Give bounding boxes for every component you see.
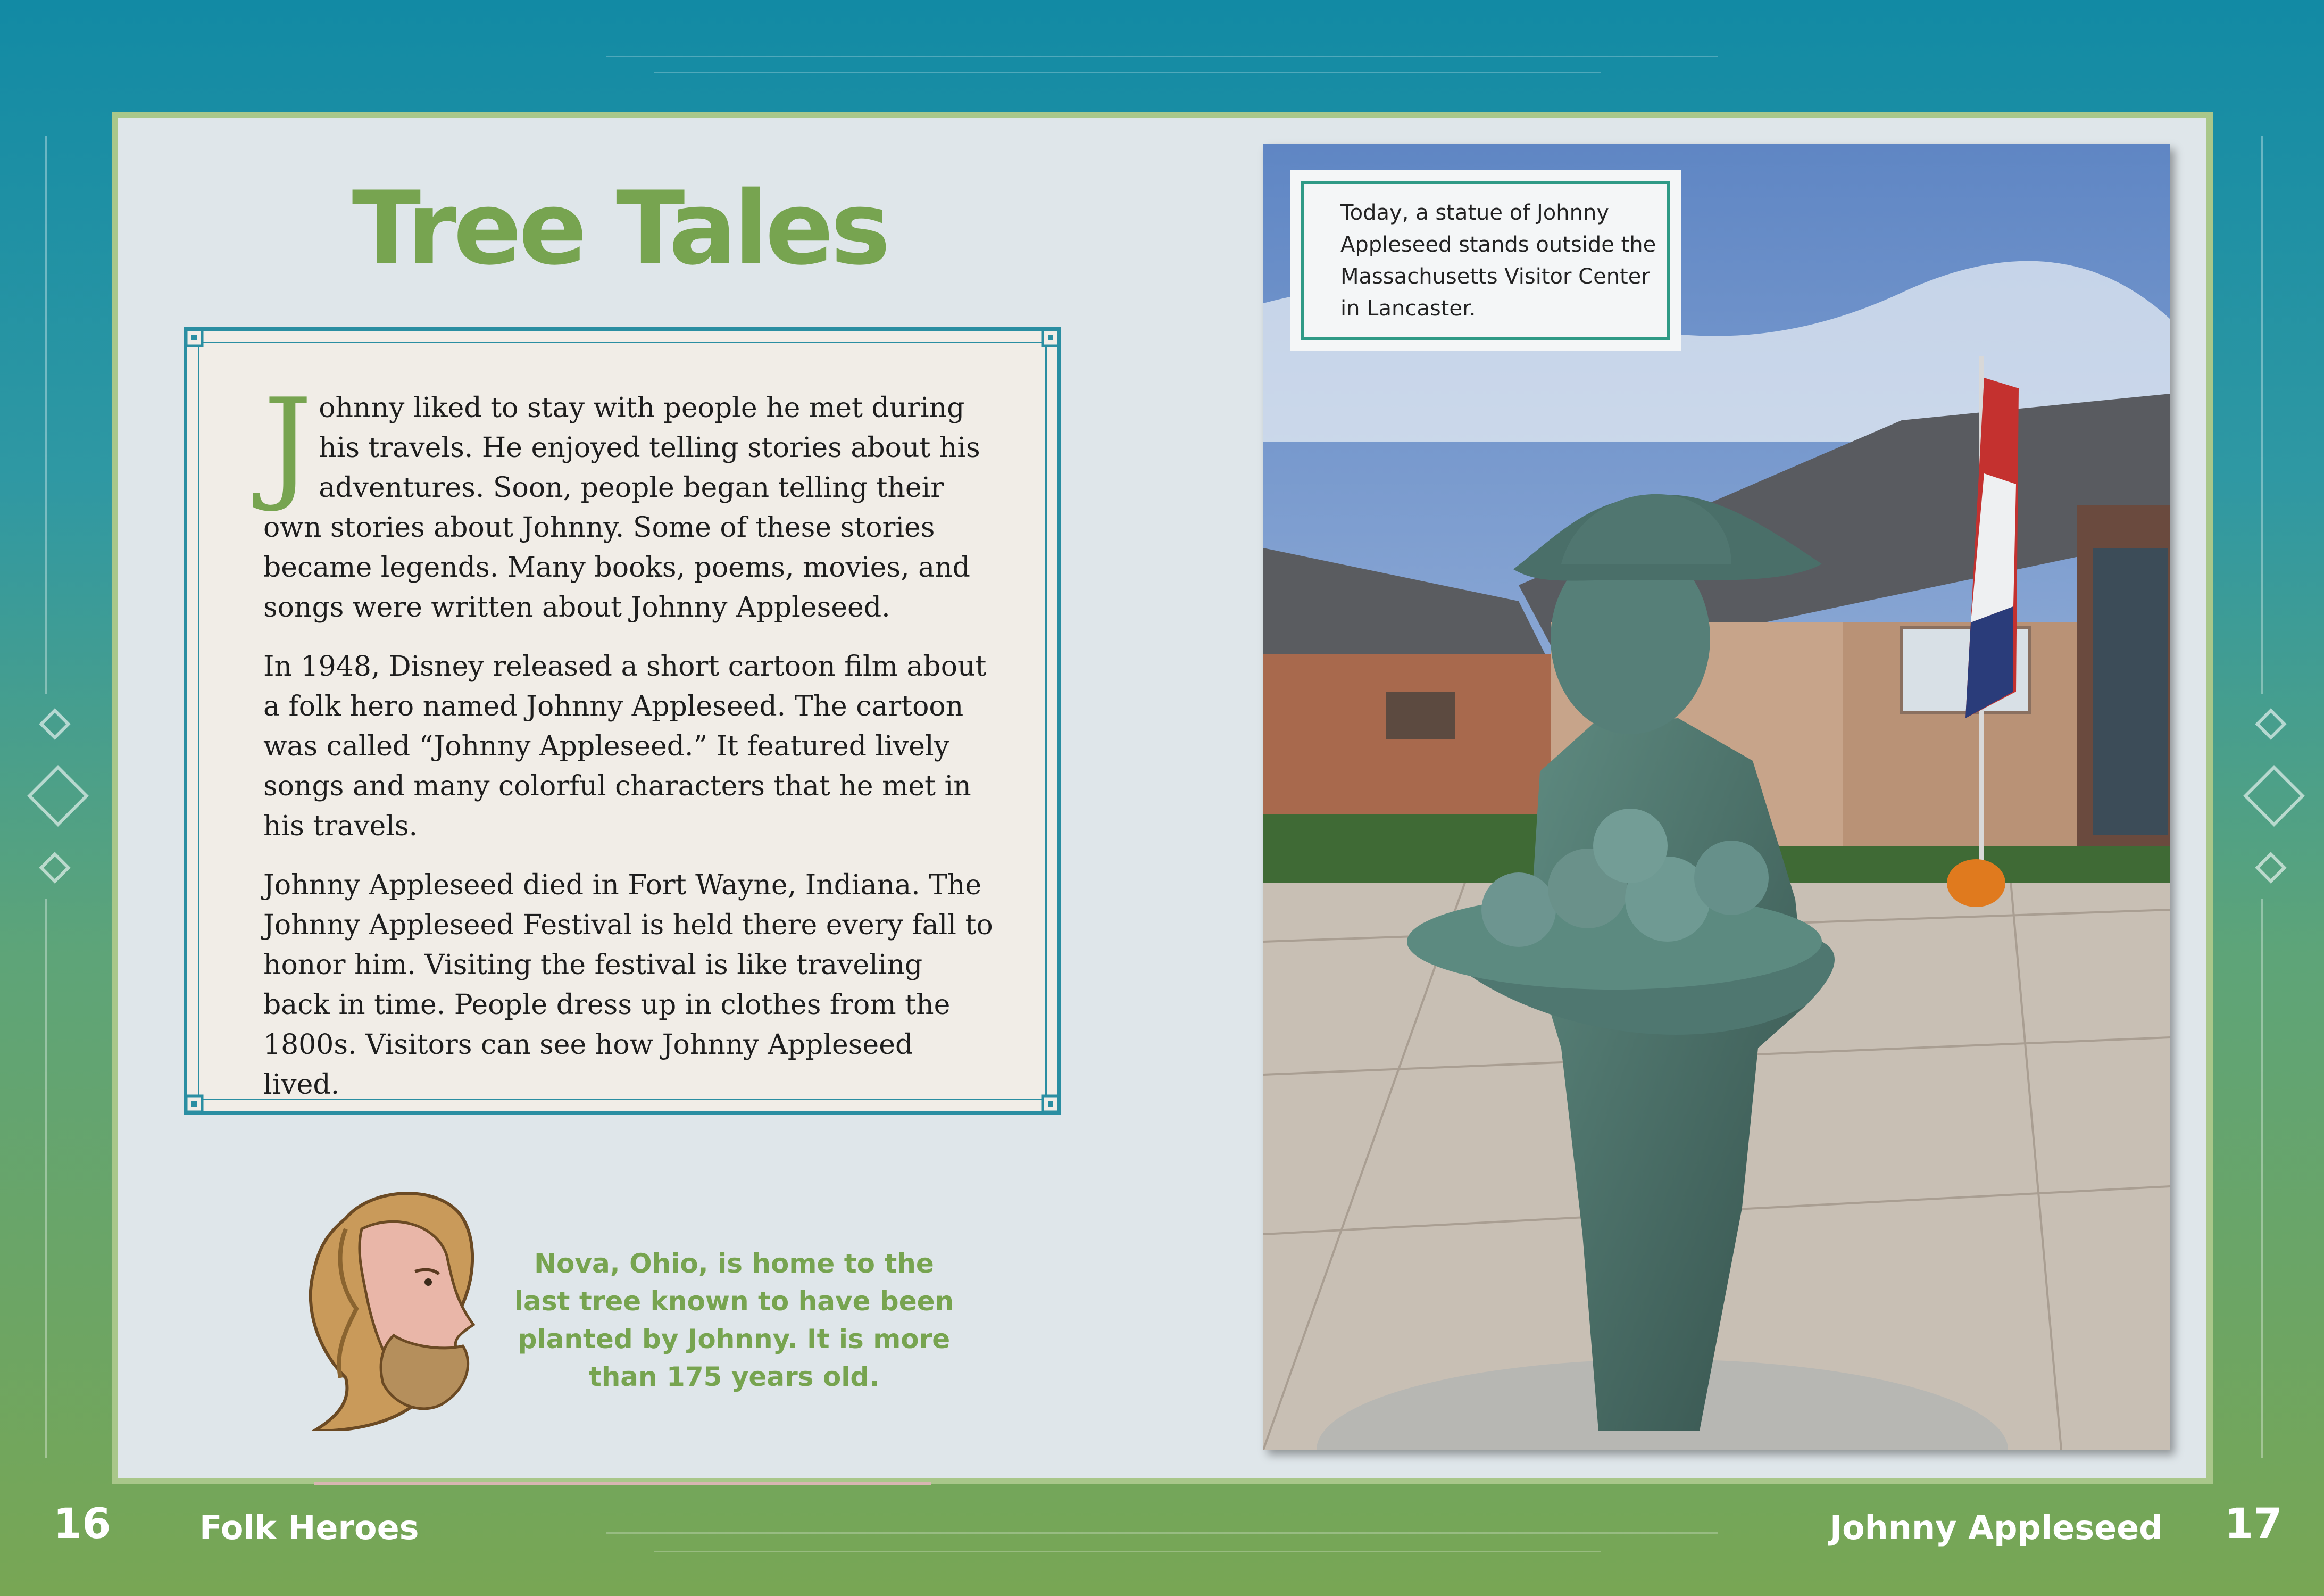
decorative-underline <box>314 1482 931 1485</box>
top-decorative-line-2 <box>654 72 1601 73</box>
johnny-appleseed-portrait <box>282 1181 532 1431</box>
story-text <box>263 373 997 1124</box>
bottom-decorative-line-2 <box>654 1551 1601 1552</box>
frame-corner-ornament <box>184 1084 214 1114</box>
paragraph-3: Johnny Appleseed died in Fort Wayne, Indiana. The Johnny Appleseed Festival is held there every fall to honor him. Visiting the festival is like traveling back in time. People dress up in clothes from the 1800s. Visitors can see how Johnny Appleseed lived. <box>263 869 993 1101</box>
left-page-number: 16 <box>53 1500 111 1548</box>
top-decorative-line <box>606 56 1718 57</box>
left-decorative-rule <box>45 136 47 694</box>
frame-corner-ornament <box>1031 1084 1061 1114</box>
frame-corner-ornament <box>1031 328 1061 358</box>
right-decorative-rule <box>2261 136 2263 694</box>
right-decorative-rule-2 <box>2261 899 2263 1458</box>
paragraph-1-text: ohnny liked to stay with people he met during his travels. He enjoyed telling stories about his adventures. Soon, people began telling their own stories about Johnny. Some of these stories became legends. Many books, poems, movies, and songs were written about Johnny Appleseed. <box>263 392 980 624</box>
page-title: Tree Tales <box>352 170 888 287</box>
fun-fact-text: Nova, Ohio, is home to the last tree known to have been planted by Johnny. It is more than 175 years old. <box>514 1248 954 1392</box>
right-footer-label: Johnny Appleseed <box>1830 1508 2163 1547</box>
drop-cap: J <box>263 373 313 515</box>
right-page-number: 17 <box>2225 1500 2283 1548</box>
frame-corner-ornament <box>184 328 214 358</box>
paragraph-1 <box>263 373 997 628</box>
photo-caption-box <box>1290 170 1681 351</box>
photo-caption: Today, a statue of Johnny Appleseed stands outside the Massachusetts Visitor Center in Lancaster. <box>1340 201 1656 321</box>
left-footer-label: Folk Heroes <box>199 1508 419 1547</box>
paragraph-2: In 1948, Disney released a short cartoon film about a folk hero named Johnny Appleseed. The cartoon was called “Johnny Appleseed.” It featured lively songs and many colorful characters that he met in his travels. <box>263 651 987 842</box>
bottom-decorative-line <box>606 1532 1718 1534</box>
left-decorative-rule-2 <box>45 899 47 1458</box>
